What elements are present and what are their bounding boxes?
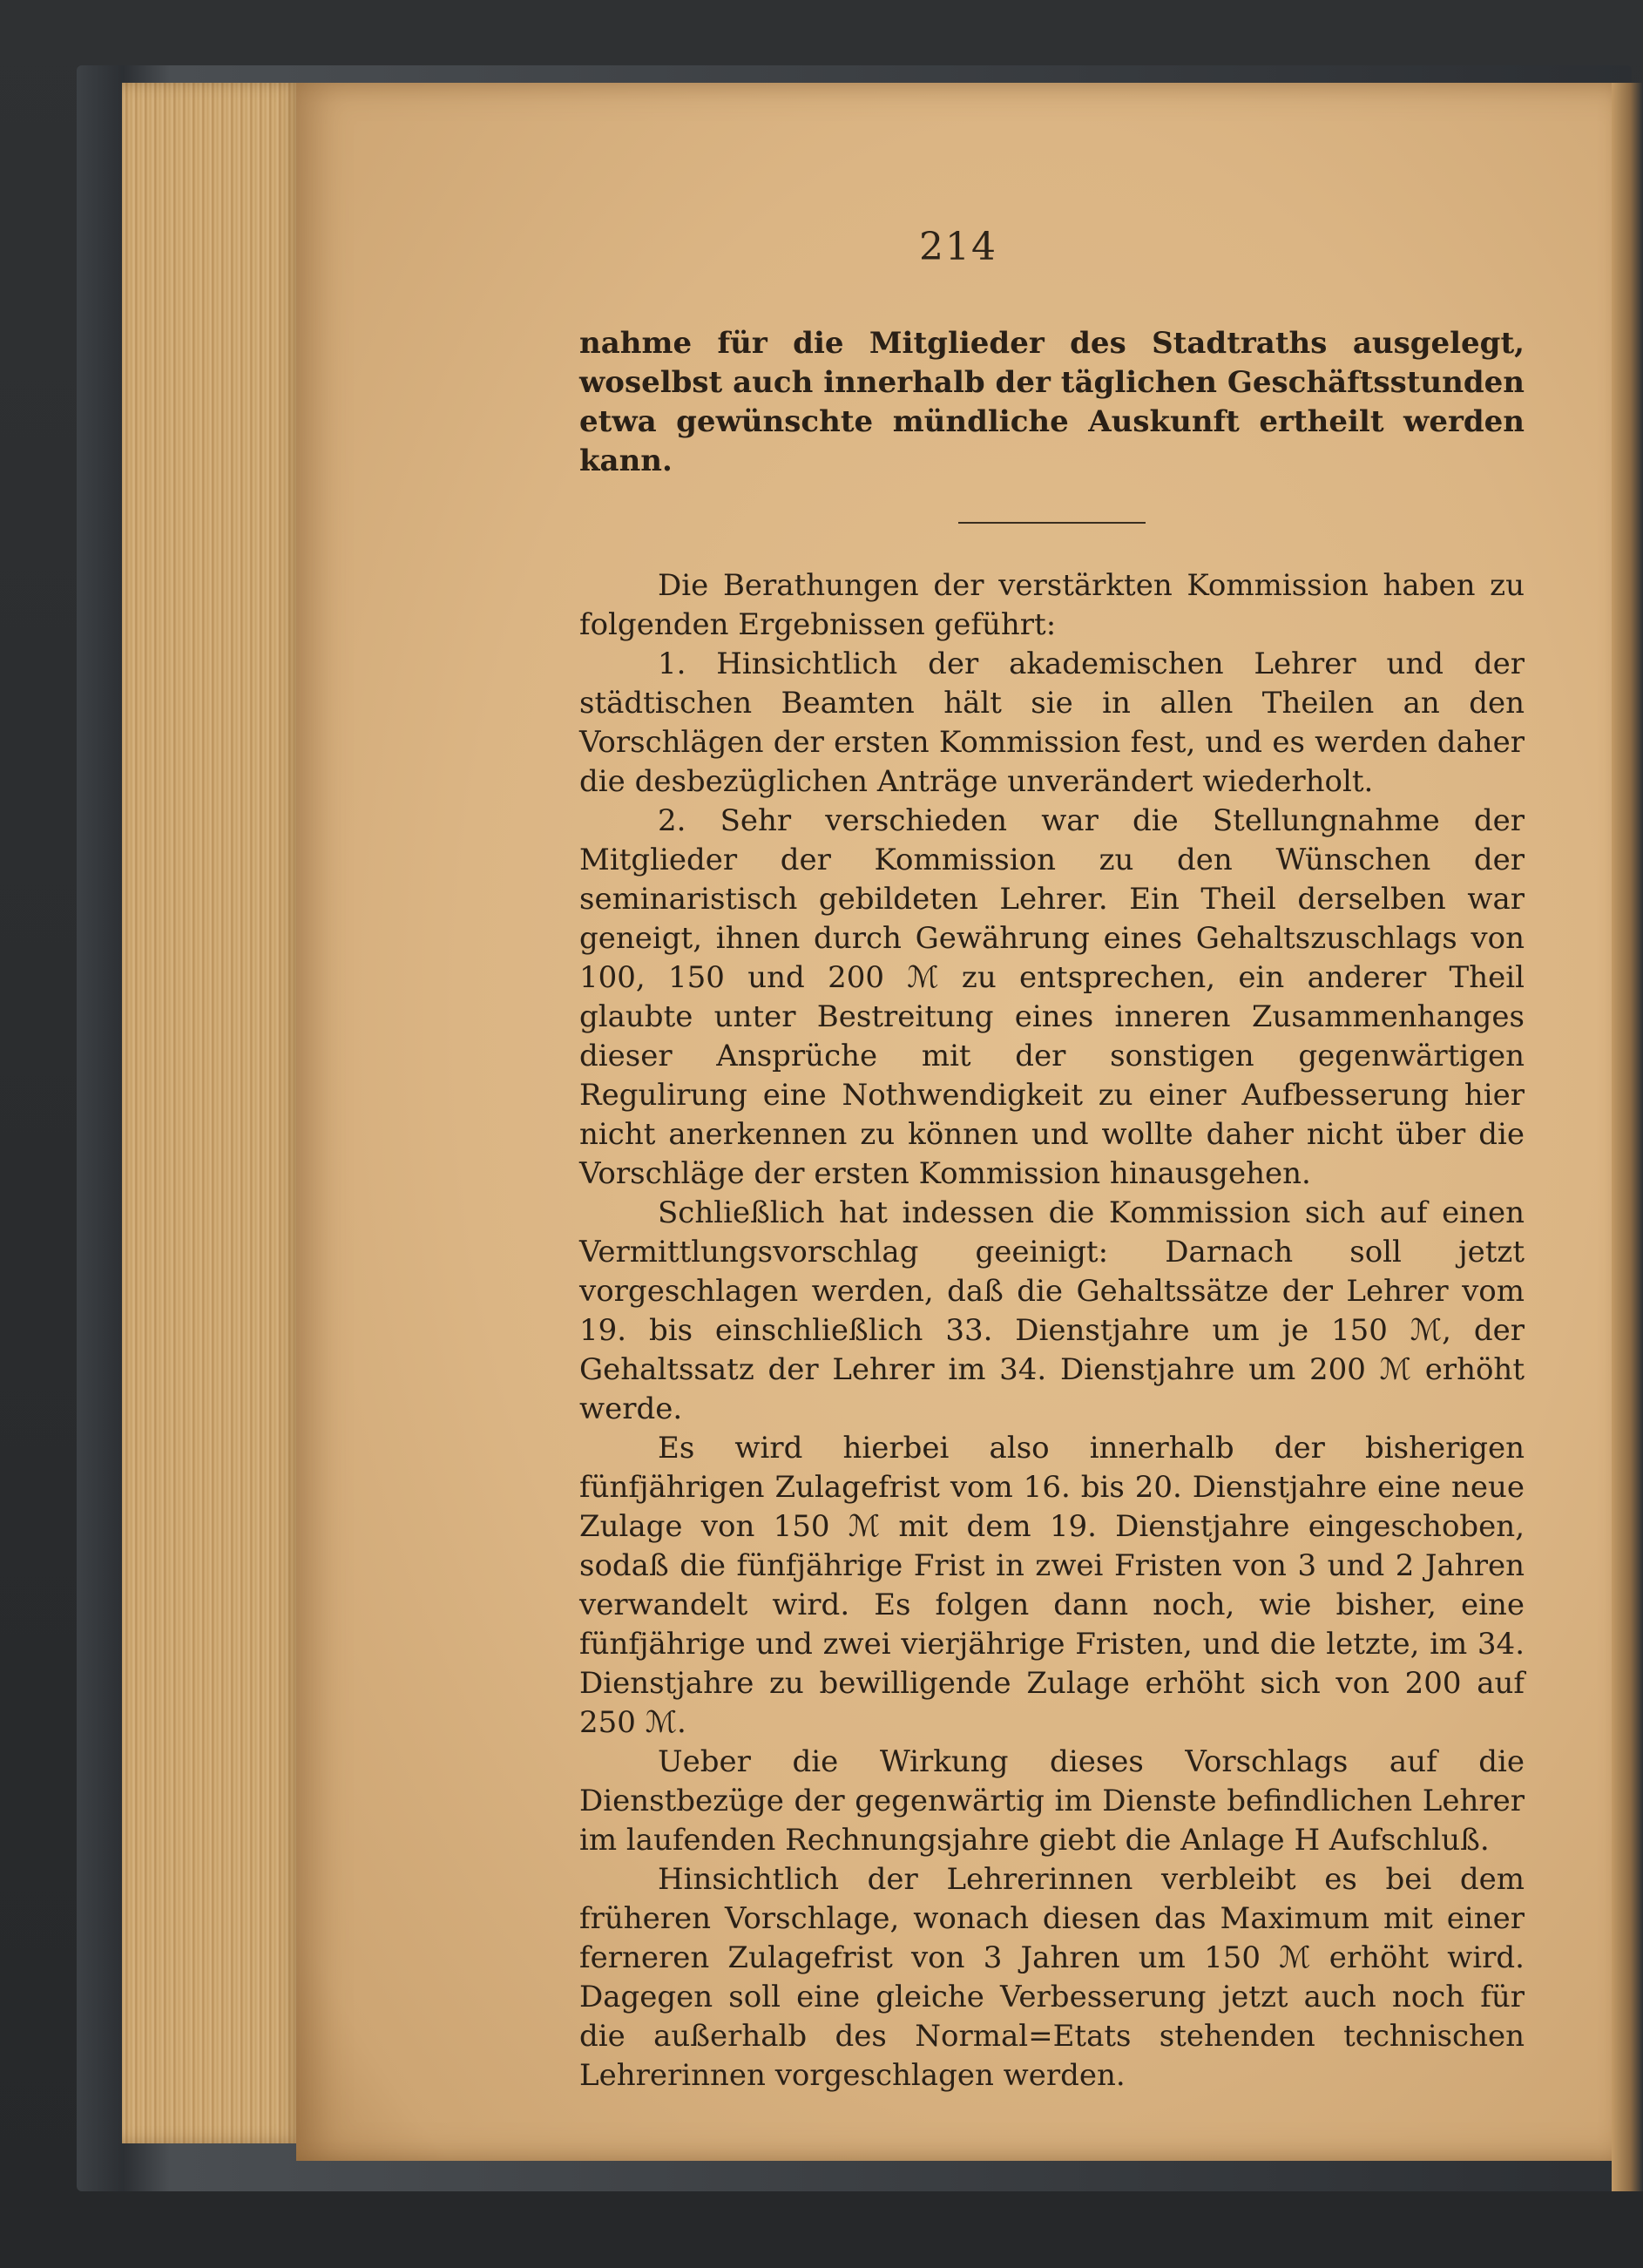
page-number: 214 bbox=[919, 225, 997, 269]
paragraph-intro: Die Berathungen der verstärkten Kommission haben zu folgenden Ergebnissen geführt: bbox=[579, 568, 1525, 642]
page-text bbox=[579, 324, 1525, 2095]
page-edges bbox=[122, 83, 301, 2143]
paragraph-teachers-female: Hinsichtlich der Lehrerinnen verbleibt es bei dem früheren Vorschlage, wonach diesen das Maximum mit einer ferneren Zulagefrist von 3 Jahren um 150 ℳ erhöht wird. Dagegen soll eine gleiche Verbesserung jetzt auch noch für die außerhalb des Normal=Etats stehenden technischen Lehrerinnen vorgeschlagen werden. bbox=[579, 1862, 1525, 2093]
divider-line bbox=[958, 522, 1146, 524]
paragraph-continuation: nahme für die Mitglieder des Stadtraths ausgelegt, woselbst auch innerhalb der täglichen Geschäftsstunden etwa gewünschte mündliche Auskunft ertheilt werden kann. bbox=[579, 326, 1525, 478]
paragraph-item-1: 1. Hinsichtlich der akademischen Lehrer und der städtischen Beamten hält sie in allen Theilen an den Vorschlägen der ersten Kommission fest, und es werden daher die desbezüglichen Anträge unverändert wiederholt. bbox=[579, 647, 1525, 799]
paragraph-effect: Ueber die Wirkung dieses Vorschlags auf die Dienstbezüge der gegenwärtig im Dienste befindlichen Lehrer im laufenden Rechnungsjahre giebt die Anlage H Aufschluß. bbox=[579, 1744, 1525, 1858]
page-right-edge bbox=[1612, 83, 1643, 2191]
section-divider bbox=[579, 481, 1525, 566]
paragraph-new-allowance: Es wird hierbei also innerhalb der bisherigen fünfjährigen Zulagefrist vom 16. bis 20. Dienstjahre eine neue Zulage von 150 ℳ mit dem 19. Dienstjahre eingeschoben, sodaß die fünfjährige Frist in zwei Fristen von 3 und 2 Jahren verwandelt wird. Es folgen dann noch, wie bisher, eine fünfjährige und zwei vierjährige Fristen, und die letzte, im 34. Dienstjahre zu bewilligende Zulage erhöht sich von 200 auf 250 ℳ. bbox=[579, 1431, 1525, 1740]
paragraph-compromise: Schließlich hat indessen die Kommission sich auf einen Vermittlungsvorschlag geeinigt: Darnach soll jetzt vorgeschlagen werden, daß die Gehaltssätze der Lehrer vom 19. bis einschließlich 33. Dienstjahre um je 150 ℳ, der Gehaltssatz der Lehrer im 34. Dienstjahre um 200 ℳ erhöht werde. bbox=[579, 1195, 1525, 1426]
paragraph-item-2: 2. Sehr verschieden war die Stellungnahme der Mitglieder der Kommission zu den Wünschen der seminaristisch gebildeten Lehrer. Ein Theil derselben war geneigt, ihnen durch Gewährung eines Gehaltszuschlags von 100, 150 und 200 ℳ zu entsprechen, ein anderer Theil glaubte unter Bestreitung eines inneren Zusammenhanges dieser Ansprüche mit der sonstigen gegenwärtigen Regulirung eine Nothwendigkeit zu einer Aufbesserung hier nicht anerkennen zu können und wollte daher nicht über die Vorschläge der ersten Kommission hinausgehen. bbox=[579, 803, 1525, 1191]
